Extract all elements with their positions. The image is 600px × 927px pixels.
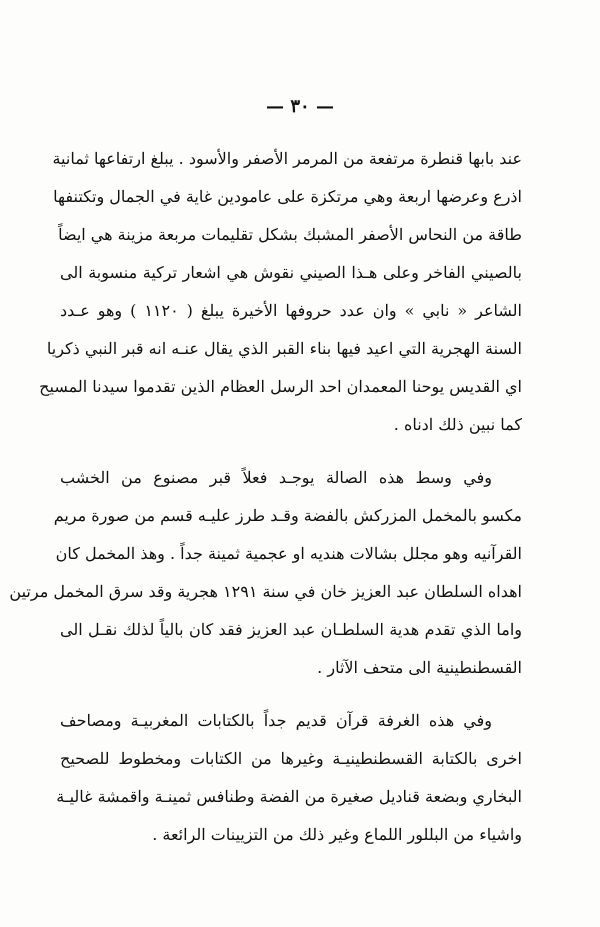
body-text <box>9 140 522 854</box>
text-line: اي القديس يوحنا المعمدان احد الرسل العظام الذين تقدموا سيدنا المسيح <box>39 377 522 396</box>
text-line: اذرع وعرضها اربعة وهي مرتكزة على عامودين غاية في الجمال وتكتنفها <box>53 187 522 206</box>
text-line: القرآنيه وهو مجلل بشالات هنديه او عجمية ثمينة جداً . وهذ المخمل كان <box>55 544 522 563</box>
text-line: اخرى بالكتابة القسطنطينيـة وغيرها من الكتابات ومخطوط للصحيح <box>60 749 522 768</box>
text-line: كما نبين ذلك ادناه . <box>393 415 522 434</box>
paragraph-1 <box>39 140 522 444</box>
text-line: واما الذي تقدم هدية السلطـان عبد العزيز فقد كان بالياً لذلك نقـل الى <box>60 620 522 639</box>
text-line: القسطنطينية الى متحف الآثار . <box>317 658 522 677</box>
text-line: وفي وسط هذه الصالة يوجـد فعلاً قبر مصنوع من الخشب <box>60 468 492 487</box>
paragraph-3 <box>56 702 522 854</box>
text-line: عند بابها قنطرة مرتفعة من المرمر الأصفر والأسود . يبلغ ارتفاعها ثمانية <box>52 149 522 168</box>
page-number: — ٣٠ — <box>266 96 334 117</box>
text-line: البخاري وبضعة قناديل صغيرة من الفضة وطنافس ثمينـة واقمشة غاليـة <box>56 787 522 806</box>
text-line: السنة الهجرية التي اعيد فيها بناء القبر الذي يقال عنـه انه قبر النبي ذكريا <box>46 339 522 358</box>
paragraph-spacer <box>60 444 522 459</box>
text-line: اهداه السلطان عبد العزيز خان في سنة ١٢٩١ هجرية وقد سرق المخمل مرتين <box>9 582 522 601</box>
text-line: وفي هذه الغرفة قرآن قديم جداً بالكتابات المغربيـة ومصاحف <box>60 711 492 730</box>
text-line: واشياء من البللور اللماع وغير ذلك من التزيينات الرائعة . <box>152 825 522 844</box>
paragraph-spacer <box>60 687 522 702</box>
paragraph-2 <box>9 459 522 687</box>
text-line: طاقة من النحاس الأصفر المشبك بشكل تقليمات مربعة مزينة هي ايضاً <box>58 225 522 244</box>
text-line: بالصيني الفاخر وعلى هـذا الصيني نقوش هي اشعار تركية منسوبة الى <box>60 263 522 282</box>
text-line: مكسو بالمخمل المزركش بالفضة وقـد طرز عليـه قسم من صورة مريم <box>53 506 522 525</box>
text-line: الشاعر « نابي » وان عدد حروفها الأخيرة يبلغ ( ١١٢٠ ) وهو عـدد <box>60 301 522 320</box>
